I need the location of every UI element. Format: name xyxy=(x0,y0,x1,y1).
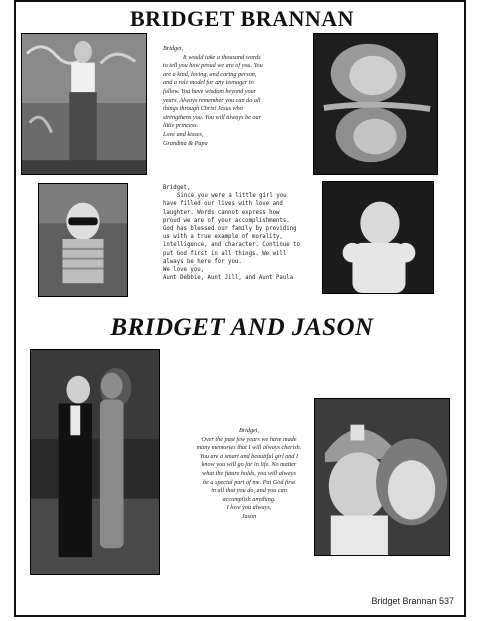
message-line: to tell you how proud we are of you. You xyxy=(163,62,263,70)
message-jason xyxy=(174,427,324,522)
message-line: Jason xyxy=(241,512,257,520)
message-line: It would take a thousand words xyxy=(183,53,261,61)
message-line: strengthens you. You will always be our xyxy=(163,113,262,121)
message-line: laughter. Words cannot express how xyxy=(163,209,280,216)
section-title: BRIDGET AND JASON xyxy=(110,314,374,341)
message-line: Over the past few years we have made xyxy=(201,435,297,443)
message-line: things through Christ Jesus who xyxy=(163,105,243,113)
message-grandparents xyxy=(163,45,313,148)
yearbook-page xyxy=(14,0,466,617)
message-aunts xyxy=(163,184,313,282)
message-line: years. Always remember you can do all xyxy=(163,96,261,104)
message-line: I love you always, xyxy=(226,504,272,512)
photo-two-faces-closeup xyxy=(313,33,438,175)
message-line: follow. You have wisdom beyond your xyxy=(163,87,257,95)
message-line: what the future holds, you will always xyxy=(202,469,296,477)
page-footer: Bridget Brannan 537 xyxy=(371,596,454,606)
message-line: You are a smart and beautiful girl and I xyxy=(199,452,299,460)
message-line: Grandma & Papa xyxy=(163,139,208,147)
photo-standing-graffiti-wall xyxy=(21,33,147,175)
message-line: be a special part of me. Put God first xyxy=(203,478,295,486)
message-line: in all that you do, and you can xyxy=(211,487,287,495)
message-line: know you will go far in life. No matter xyxy=(201,461,297,469)
message-line: are a kind, loving, and caring person, xyxy=(163,70,257,78)
message-line: put God first in all things. We will xyxy=(163,250,287,257)
photo-toddler-sunglasses xyxy=(38,183,128,297)
message-line: and a role model for any teenager to xyxy=(163,79,254,87)
message-line: accomplish anything. xyxy=(222,495,276,503)
message-line: proud we are of your accomplishments. xyxy=(163,217,290,224)
message-line: Aunt Debbie, Aunt Jill, and Aunt Paula xyxy=(163,275,294,282)
message-line: have filled our lives with love and xyxy=(163,201,283,208)
message-line: us with a true example of morality, xyxy=(163,234,283,241)
photo-couple-selfie xyxy=(314,398,450,556)
page-title: BRIDGET BRANNAN xyxy=(129,6,355,31)
message-line: Love and kisses, xyxy=(163,130,204,138)
message-line: intelligence, and character. Continue to xyxy=(163,242,300,249)
message-line: Bridget, xyxy=(163,45,184,52)
message-line: Bridget, xyxy=(163,185,191,191)
message-line: We love you, xyxy=(163,267,205,274)
message-line: Since you were a little girl you xyxy=(177,193,287,200)
message-line: Bridget, xyxy=(238,427,260,434)
photo-couple-formal xyxy=(30,349,160,575)
message-line: always be here for you. xyxy=(163,258,242,265)
message-line: many memories that I will always cherish. xyxy=(196,444,302,452)
photo-baby-smiling xyxy=(322,181,434,294)
message-line: little princess. xyxy=(163,122,199,130)
message-line: God has blessed our family by providing xyxy=(163,226,297,233)
